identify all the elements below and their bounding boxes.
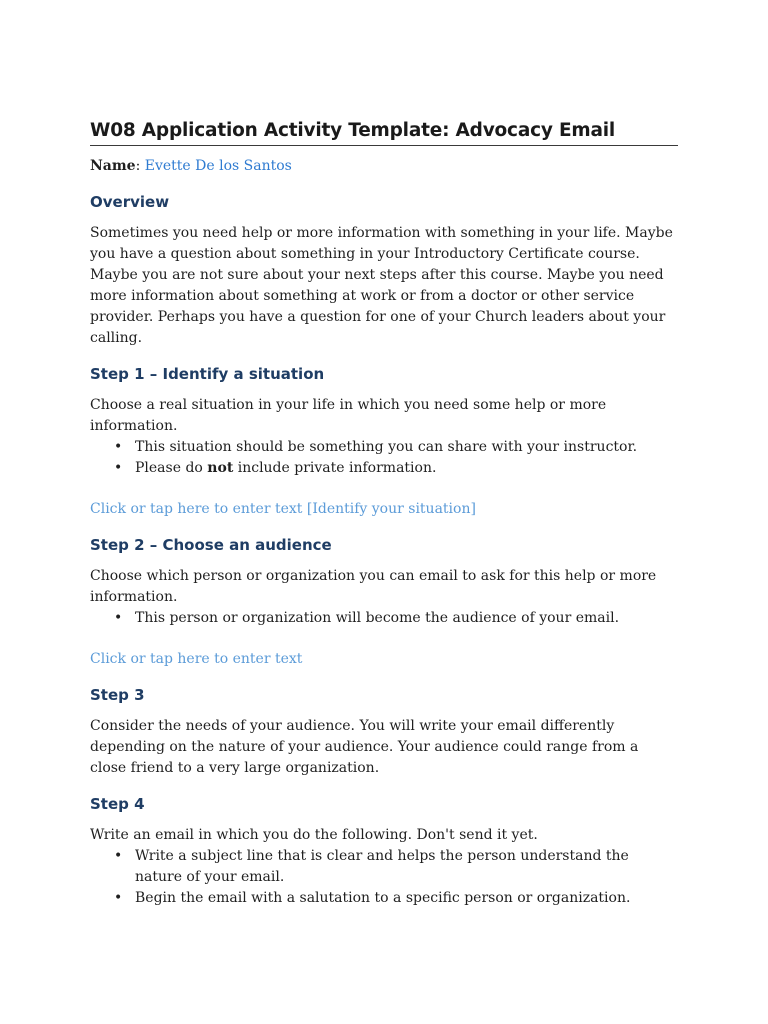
step1-bullet-text-pre: Please do: [135, 460, 208, 476]
step2-heading: Step 2 – Choose an audience: [90, 536, 332, 554]
step1-intro: Choose a real situation in your life in which you need some help or more information.: [90, 397, 607, 434]
name-field[interactable]: Evette De los Santos: [144, 158, 292, 174]
step4-bullet-text: Write a subject line that is clear and helps the person understand the nature of your email.: [135, 848, 629, 885]
overview-paragraph: Sometimes you need help or more information with something in your life. Maybe you have a question about something in your Introductory Certificate course. Maybe you are not sure about your next steps after this course. Maybe you need more information about something at work or from a doctor or other service provider. Perhaps you have a question for one of your Church leaders about your calling.: [90, 225, 673, 346]
step2-placeholder-field[interactable]: Click or tap here to enter text: [90, 651, 303, 667]
step2-intro: Choose which person or organization you can email to ask for this help or more information.: [90, 568, 657, 605]
step1-heading: Step 1 – Identify a situation: [90, 365, 325, 383]
name-label: Name: [90, 158, 136, 174]
bullet-icon: •: [114, 439, 123, 455]
step1-placeholder-field[interactable]: Click or tap here to enter text [Identify your situation]: [90, 501, 476, 517]
step3-paragraph: Consider the needs of your audience. You will write your email differently depending on the nature of your audience. Your audience could range from a close friend to a very large organization.: [90, 718, 639, 776]
name-line: [90, 156, 678, 177]
step4-bullet-list: [90, 846, 678, 909]
document-page: [90, 118, 678, 909]
step2-bullet-list: [90, 608, 678, 629]
overview-heading: Overview: [90, 193, 170, 211]
step1-bullet-text: This situation should be something you can share with your instructor.: [135, 439, 638, 455]
step3-heading: Step 3: [90, 686, 145, 704]
step4-heading: Step 4: [90, 795, 145, 813]
step1-bullet-list: [90, 437, 678, 479]
name-colon: :: [135, 158, 141, 174]
step2-bullet-text: This person or organization will become the audience of your email.: [135, 610, 620, 626]
list-item: [90, 608, 678, 629]
step4-bullet-text: Begin the email with a salutation to a specific person or organization.: [135, 890, 631, 906]
bullet-icon: •: [114, 848, 123, 864]
bullet-icon: •: [114, 890, 123, 906]
document-title: W08 Application Activity Template: Advocacy Email: [90, 118, 678, 146]
step1-bullet-text-post: include private information.: [233, 460, 437, 476]
list-item: [90, 846, 678, 888]
list-item: [90, 458, 678, 479]
bullet-icon: •: [114, 460, 123, 476]
step1-bullet-bold: not: [207, 460, 234, 476]
list-item: [90, 888, 678, 909]
bullet-icon: •: [114, 610, 123, 626]
list-item: [90, 437, 678, 458]
step4-intro: Write an email in which you do the following. Don't send it yet.: [90, 827, 538, 843]
